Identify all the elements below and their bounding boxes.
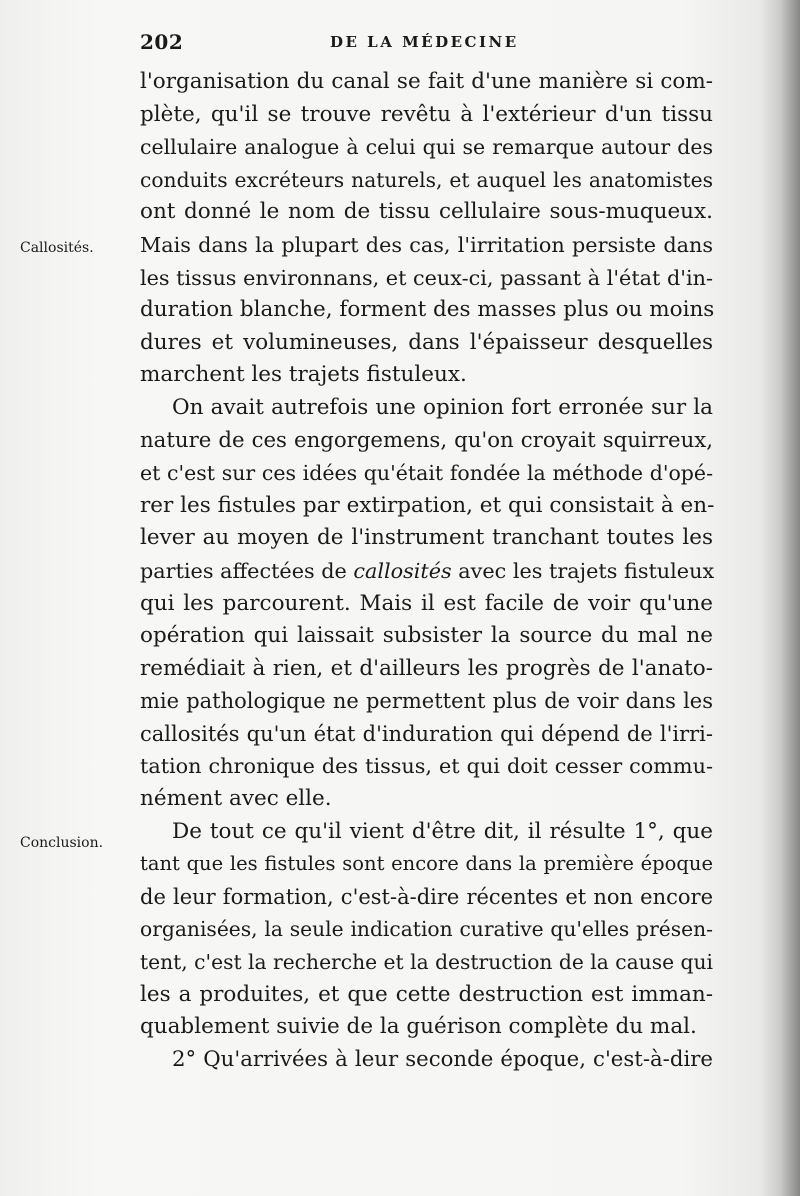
text-line: ont donné le nom de tissu cellulaire sous-muqueux. xyxy=(140,199,713,225)
text-line: remédiait à rien, et d'ailleurs les progrès de l'anato- xyxy=(140,655,713,681)
text-line: qui les parcourent. Mais il est facile de voir qu'une xyxy=(140,590,713,616)
text-line: De tout ce qu'il vient d'être dit, il résulte 1°, que xyxy=(172,818,713,844)
text-line: On avait autrefois une opinion fort erronée sur la xyxy=(172,394,713,420)
text-line: mie pathologique ne permettent plus de voir dans les xyxy=(140,689,713,714)
text-line: parties affectées de callosités avec les trajets fistuleux xyxy=(140,558,715,583)
text-line: quablement suivie de la guérison complète du mal. xyxy=(140,1014,697,1040)
text-line: conduits excréteurs naturels, et auquel les anatomistes xyxy=(140,167,713,192)
text-line: tant que les fistules sont encore dans la première époque xyxy=(140,852,713,876)
page-gutter-shadow xyxy=(760,0,800,1196)
text-line: opération qui laissait subsister la source du mal ne xyxy=(140,623,713,649)
page-header xyxy=(140,30,720,58)
text-line: rer les fistules par extirpation, et qui consistait à en- xyxy=(140,492,715,518)
text-line: nément avec elle. xyxy=(140,786,332,812)
margin-note-conclusion: Conclusion. xyxy=(20,835,104,851)
text-line: Mais dans la plupart des cas, l'irritation persiste dans xyxy=(140,232,713,257)
text-line: tation chronique des tissus, et qui doit cesser commu- xyxy=(140,754,713,779)
text-line: l'organisation du canal se fait d'une manière si com- xyxy=(140,69,713,94)
text-line: tent, c'est la recherche et la destruction de la cause qui xyxy=(140,950,714,975)
margin-note-callosites: Callosités. xyxy=(20,240,94,256)
text-line: de leur formation, c'est-à-dire récentes et non encore xyxy=(140,884,713,909)
running-head: DE LA MÉDECINE xyxy=(330,33,519,51)
italic-term: callosités xyxy=(353,558,452,583)
text-line: marchent les trajets fistuleux. xyxy=(140,362,467,388)
text-line: 2° Qu'arrivées à leur seconde époque, c'est-à-dire xyxy=(172,1046,713,1072)
page-number: 202 xyxy=(140,30,184,54)
body-text xyxy=(140,66,713,1076)
text-line: duration blanche, forment des masses plus ou moins xyxy=(140,297,715,323)
text-line: cellulaire analogue à celui qui se remarque autour des xyxy=(140,135,713,160)
text-line: callosités qu'un état d'induration qui dépend de l'irri- xyxy=(140,721,713,746)
text-line: dures et volumineuses, dans l'épaisseur desquelles xyxy=(140,329,713,355)
text-line: les tissus environnans, et ceux-ci, passant à l'état d'in- xyxy=(140,265,713,290)
text-line: organisées, la seule indication curative qu'elles présen- xyxy=(140,917,713,942)
text-line: et c'est sur ces idées qu'était fondée la méthode d'opé- xyxy=(140,461,713,486)
text-line: nature de ces engorgemens, qu'on croyait squirreux, xyxy=(140,427,713,453)
text-line: les a produites, et que cette destruction est imman- xyxy=(140,981,713,1007)
text-line: plète, qu'il se trouve revêtu à l'extérieur d'un tissu xyxy=(140,101,713,127)
text-line: lever au moyen de l'instrument tranchant toutes les xyxy=(140,525,713,551)
